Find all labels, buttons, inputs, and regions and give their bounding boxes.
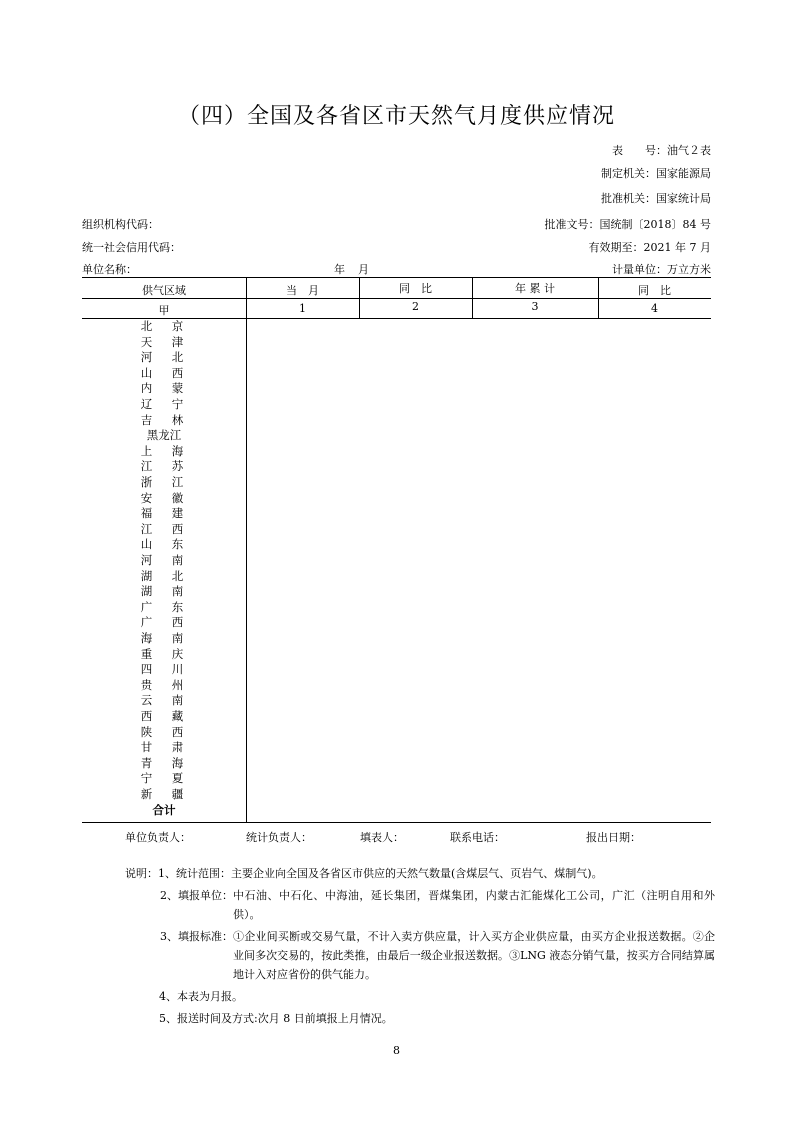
region-row: 云 南 bbox=[140, 693, 188, 708]
code-col-4: 4 bbox=[651, 302, 658, 315]
region-row: 福 建 bbox=[140, 506, 188, 521]
region-row: 吉 林 bbox=[140, 412, 188, 427]
region-column-divider bbox=[246, 277, 247, 822]
approver: 批准机关：国家统计局 bbox=[601, 192, 711, 205]
approval-doc: 批准文号：国统制〔2018〕84 号 bbox=[544, 218, 711, 231]
note-item bbox=[123, 864, 715, 883]
region-row: 上 海 bbox=[140, 443, 188, 458]
region-row: 江 苏 bbox=[140, 459, 188, 474]
code-col-3: 3 bbox=[531, 300, 539, 313]
header-region: 供气区域 bbox=[142, 284, 186, 297]
phone-label: 联系电话： bbox=[450, 831, 505, 844]
note-item bbox=[125, 987, 715, 1006]
region-row: 重 庆 bbox=[140, 646, 188, 661]
note-text: 主要企业向全国及各省区市供应的天然气数量(含煤层气、页岩气、煤制气)。 bbox=[231, 867, 603, 880]
region-row: 陕 西 bbox=[140, 724, 188, 739]
region-row: 青 海 bbox=[140, 755, 188, 770]
region-row: 海 南 bbox=[140, 631, 188, 645]
org-code-label: 组织机构代码： bbox=[82, 218, 159, 231]
stat-head-label: 统计负责人： bbox=[246, 831, 312, 844]
note-label: 2、填报单位： bbox=[160, 889, 233, 902]
filler-label: 填表人： bbox=[360, 831, 404, 844]
notes-section bbox=[125, 864, 715, 1028]
measurement-unit: 计量单位：万立方米 bbox=[612, 263, 711, 276]
region-row: 湖 南 bbox=[140, 584, 188, 599]
region-row: 黑龙江 bbox=[146, 428, 182, 443]
region-row: 广 东 bbox=[140, 599, 188, 614]
region-row: 天 津 bbox=[140, 334, 188, 349]
note-item bbox=[125, 927, 715, 984]
code-col-2: 2 bbox=[412, 300, 419, 313]
table-number: 表 号：油气２表 bbox=[612, 144, 711, 157]
note-item bbox=[125, 1009, 715, 1028]
note-label: 5、报送时间及方式: bbox=[159, 1012, 258, 1025]
valid-until: 有效期至：2021 年 7 月 bbox=[588, 241, 711, 254]
header-year-cumulative: 年 累 计 bbox=[515, 282, 555, 295]
table-top-rule bbox=[82, 277, 711, 278]
unit-name-label: 单位名称： bbox=[82, 263, 137, 276]
note-label: 说明：1、统计范围： bbox=[125, 867, 231, 880]
note-text: 中石油、中石化、中海油，延长集团，晋煤集团，内蒙古汇能煤化工公司，广汇（注明自用和外供）。 bbox=[233, 889, 715, 921]
region-row: 河 南 bbox=[140, 553, 188, 567]
period-month: 月 bbox=[358, 263, 369, 276]
region-row: 辽 宁 bbox=[140, 397, 188, 411]
region-row: 甘 肃 bbox=[140, 740, 188, 755]
region-row: 四 川 bbox=[140, 662, 188, 677]
region-row: 山 西 bbox=[140, 365, 188, 380]
header-rule bbox=[82, 298, 711, 299]
note-text: ①企业间买断或交易气量，不计入卖方供应量，计入买方企业供应量，由买方企业报送数据。②企业间多次交易的，按此类推，由最后一级企业报送数据。③LNG 液态分销气量，按买方合同结算属地计入对应省份的供气能力。 bbox=[233, 930, 715, 981]
region-row: 河 北 bbox=[140, 350, 188, 365]
region-row: 宁 夏 bbox=[140, 771, 188, 786]
header-current-month: 当 月 bbox=[286, 284, 319, 297]
note-text: 次月 8 日前填报上月情况。 bbox=[257, 1012, 393, 1025]
page-number: 8 bbox=[393, 1044, 400, 1057]
note-item bbox=[125, 886, 715, 924]
unit-head-label: 单位负责人： bbox=[125, 831, 191, 844]
code-region: 甲 bbox=[158, 304, 170, 317]
report-date-label: 报出日期： bbox=[586, 831, 641, 844]
region-row: 湖 北 bbox=[140, 568, 188, 583]
region-row: 山 东 bbox=[140, 537, 188, 552]
period-year: 年 bbox=[334, 263, 345, 276]
code-col-1: 1 bbox=[299, 302, 306, 315]
region-row: 广 西 bbox=[140, 615, 188, 630]
note-label: 4、本表为月报。 bbox=[159, 990, 243, 1003]
note-label: 3、填报标准： bbox=[160, 930, 233, 943]
region-row: 内 蒙 bbox=[140, 381, 188, 396]
credit-code-label: 统一社会信用代码： bbox=[82, 241, 181, 254]
region-row: 安 徽 bbox=[140, 490, 188, 505]
region-row: 新 疆 bbox=[140, 787, 188, 801]
header-yoy-month: 同 比 bbox=[399, 282, 432, 295]
region-row: 北 京 bbox=[140, 319, 188, 333]
region-row: 江 西 bbox=[140, 521, 188, 536]
region-row: 浙 江 bbox=[140, 475, 188, 489]
table-bottom-rule bbox=[82, 822, 711, 823]
header-yoy-cumulative: 同 比 bbox=[638, 284, 671, 297]
region-total: 合计 bbox=[152, 802, 176, 817]
region-row: 西 藏 bbox=[140, 709, 188, 723]
page-title: （四）全国及各省区市天然气月度供应情况 bbox=[177, 104, 615, 129]
authority: 制定机关：国家能源局 bbox=[601, 167, 711, 180]
region-row: 贵 州 bbox=[140, 677, 188, 692]
